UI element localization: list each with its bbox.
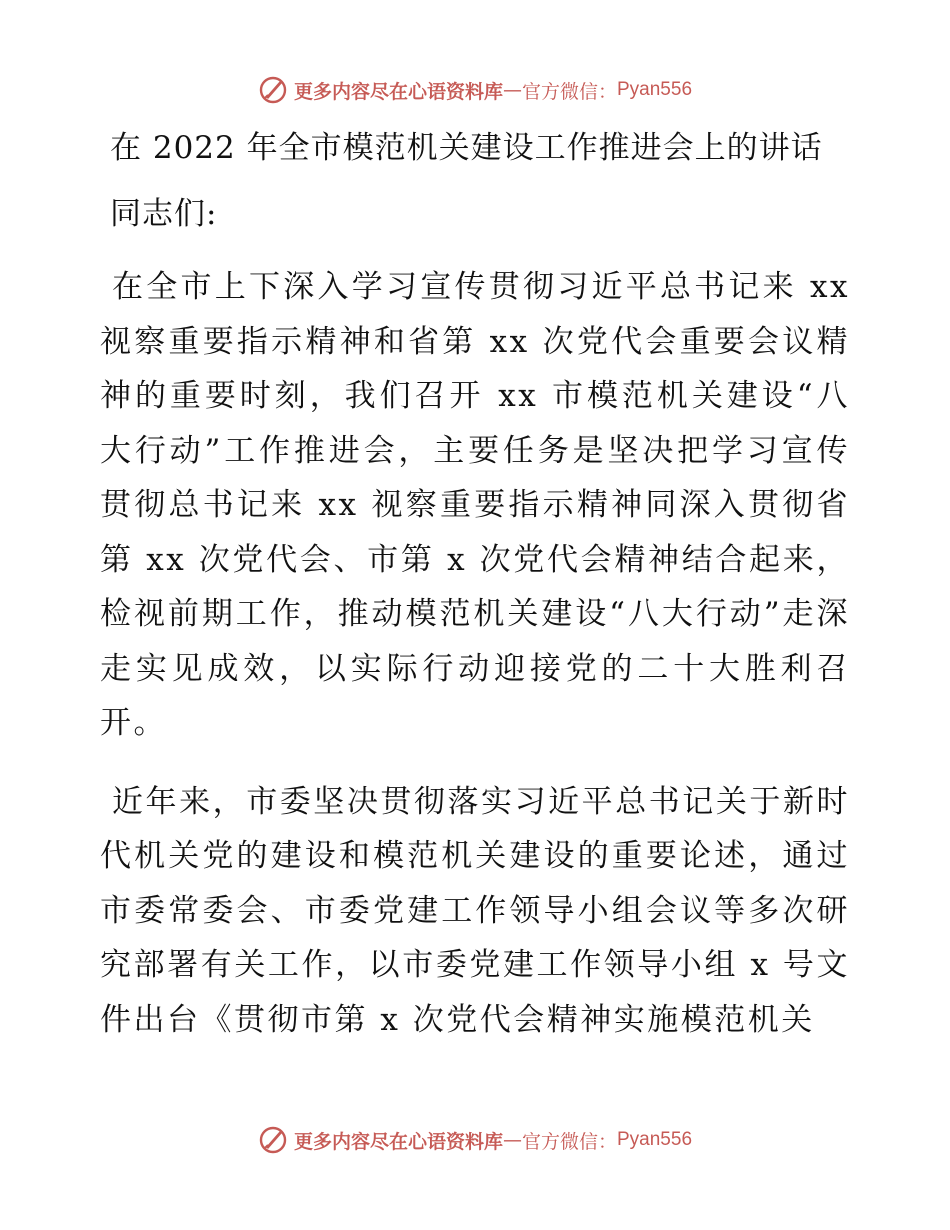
watermark-header	[0, 72, 950, 108]
paragraph-2: 近年来，市委坚决贯彻落实习近平总书记关于新时代机关党的建设和模范机关建设的重要论述，通过市委常委会、市委党建工作领导小组会议等多次研究部署有关工作，以市委党建工作领导小组 x 号文件出台《贯彻市第 x 次党代会精神实施模范机关	[100, 783, 850, 1038]
watermark-wechat-id: Pyan556	[617, 1129, 693, 1150]
watermark-footer	[0, 1122, 950, 1158]
watermark-wechat-id: Pyan556	[617, 79, 693, 100]
watermark-site-name: 更多内容尽在心语资料库	[293, 80, 503, 103]
document-body	[100, 122, 850, 1047]
watermark-wechat-label: 官方微信：	[521, 1130, 617, 1153]
watermark-site-name: 更多内容尽在心语资料库	[293, 1130, 503, 1153]
watermark-dash: —	[502, 1129, 522, 1151]
watermark-dash: —	[502, 79, 522, 101]
quill-logo-icon	[258, 1125, 288, 1155]
salutation: 同志们:	[110, 196, 218, 232]
quill-logo-icon	[258, 75, 288, 105]
watermark-wechat-label: 官方微信：	[521, 80, 617, 103]
document-title: 在 2022 年全市模范机关建设工作推进会上的讲话	[110, 130, 823, 166]
paragraph-1: 在全市上下深入学习宣传贯彻习近平总书记来 xx 视察重要指示精神和省第 xx 次党代会重要会议精神的重要时刻，我们召开 xx 市模范机关建设“八大行动”工作推进会，主要任务是坚决把学习宣传贯彻总书记来 xx 视察重要指示精神同深入贯彻省第 xx 次党代会、市第 x 次党代会精神结合起来，检视前期工作，推动模范机关建设“八大行动”走深走实见成效，以实际行动迎接党的二十大胜利召开。	[100, 269, 850, 741]
